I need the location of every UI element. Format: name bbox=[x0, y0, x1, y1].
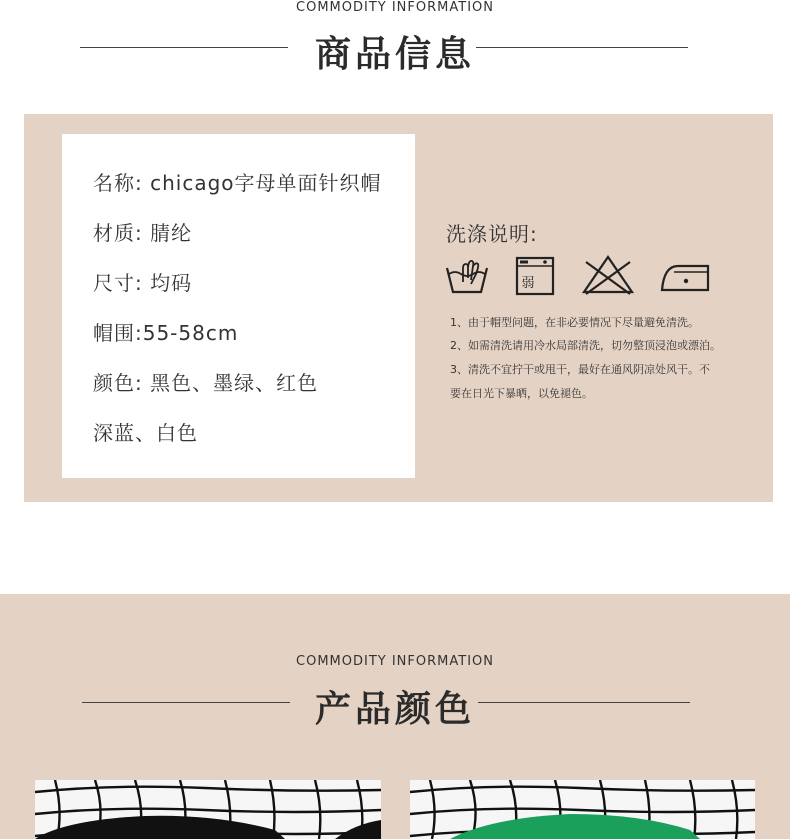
product-name: 名称: chicago字母单面针织帽 bbox=[93, 171, 382, 195]
product-size: 尺寸: 均码 bbox=[93, 271, 193, 295]
care-note-2: 2、如需清洗请用冷水局部清洗，切勿整顶浸泡或漂泊。 bbox=[450, 339, 721, 352]
care-note-1: 1、由于帽型问题，在非必要情况下尽量避免清洗。 bbox=[450, 316, 699, 329]
product-circumference: 帽围:55-58cm bbox=[93, 321, 239, 345]
gentle-wash-label: 弱 bbox=[521, 276, 535, 291]
product-photo-green bbox=[410, 780, 755, 839]
product-photo-black bbox=[35, 780, 381, 839]
no-bleach-icon bbox=[580, 254, 636, 296]
title-divider-right-2 bbox=[478, 702, 690, 703]
product-colors-continued: 深蓝、白色 bbox=[93, 421, 198, 445]
title-divider-right bbox=[476, 47, 688, 48]
product-material: 材质: 腈纶 bbox=[93, 221, 193, 245]
care-note-3: 3、清洗不宜拧干或甩干，最好在通风阴凉处风干。不 bbox=[450, 363, 710, 376]
product-colors: 颜色: 黑色、墨绿、红色 bbox=[93, 371, 319, 395]
section-caption: COMMODITY INFORMATION bbox=[296, 0, 494, 15]
section-title-2: 产品颜色 bbox=[314, 689, 475, 730]
care-note-3-continued: 要在日光下暴晒，以免褪色。 bbox=[450, 387, 593, 400]
hand-wash-icon bbox=[445, 256, 489, 296]
iron-low-icon bbox=[660, 258, 712, 294]
care-title: 洗涤说明: bbox=[446, 222, 538, 246]
section-title: 商品信息 bbox=[314, 34, 475, 75]
section-caption-2: COMMODITY INFORMATION bbox=[296, 654, 494, 669]
